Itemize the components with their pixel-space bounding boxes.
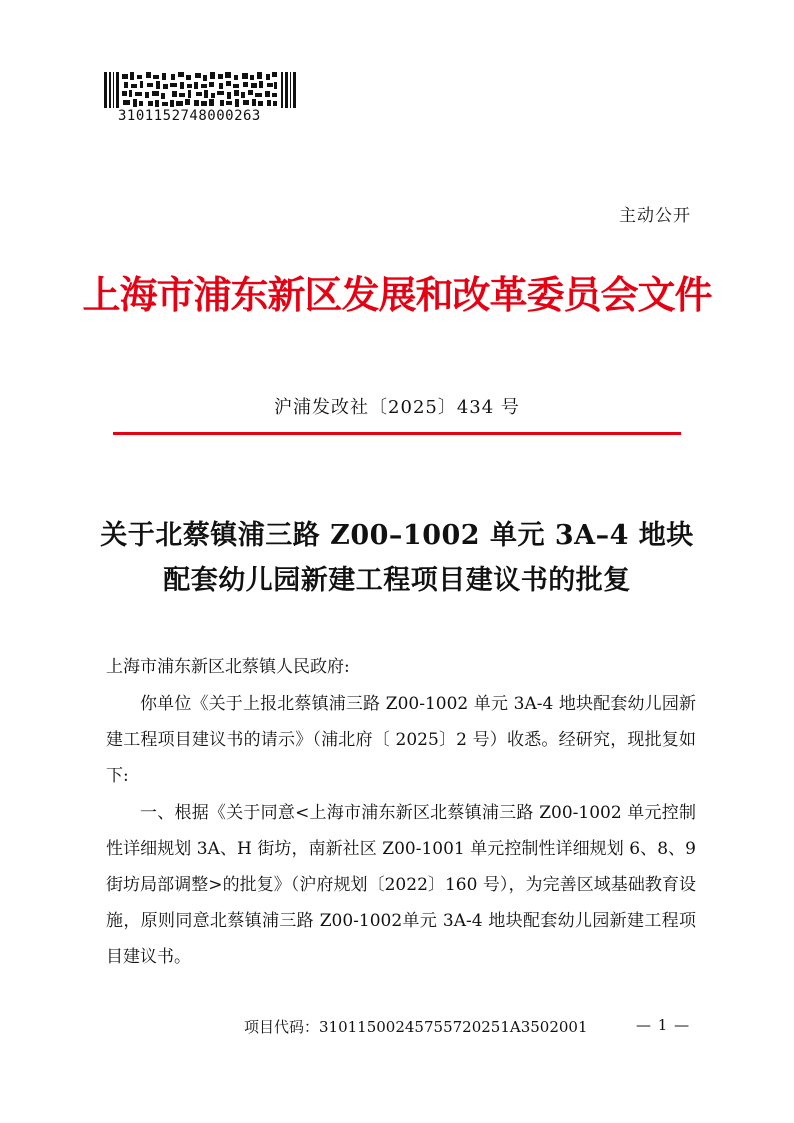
recipient-line: 上海市浦东新区北蔡镇人民政府: — [106, 657, 350, 677]
document-number: 沪浦发改社〔2025〕434 号 — [274, 397, 520, 418]
body-paragraph-1: 你单位《关于上报北蔡镇浦三路 Z00-1002 单元 3A-4 地块配套幼儿园新建工程项目建议书的请示》（浦北府〔 2025〕2 号）收悉。经研究，现批复如下: — [106, 694, 696, 786]
document-title — [60, 513, 734, 603]
page-number: — 1 — — [636, 1016, 691, 1034]
disclosure-label: 主动公开 — [619, 206, 691, 226]
barcode-number: 3101152748000263 — [118, 108, 261, 124]
document-barcode — [104, 72, 296, 108]
issuing-organization-title: 上海市浦东新区发展和改革委员会文件 — [82, 272, 712, 317]
red-separator-line — [113, 432, 681, 435]
body-paragraph-2: 一、根据《关于同意<上海市浦东新区北蔡镇浦三路 Z00-1002 单元控制性详细规划 3A、H 街坊，南新社区 Z00-1001 单元控制性详细规划 6、8、9 街坊局部调整>的批复》（沪府规划〔2022〕160 号），为完善区域基础教育设施，原则同意北蔡镇浦三路 Z00-1002单元 3A-4 地块配套幼儿园新建工程项目建议书。 — [106, 803, 696, 967]
project-code: 项目代码：31011500245755720251A3502001 — [244, 1018, 588, 1036]
document-title-line-1: 关于北蔡镇浦三路 Z00–1002 单元 3A–4 地块 — [100, 520, 694, 551]
document-title-line-2: 配套幼儿园新建工程项目建议书的批复 — [163, 565, 631, 596]
